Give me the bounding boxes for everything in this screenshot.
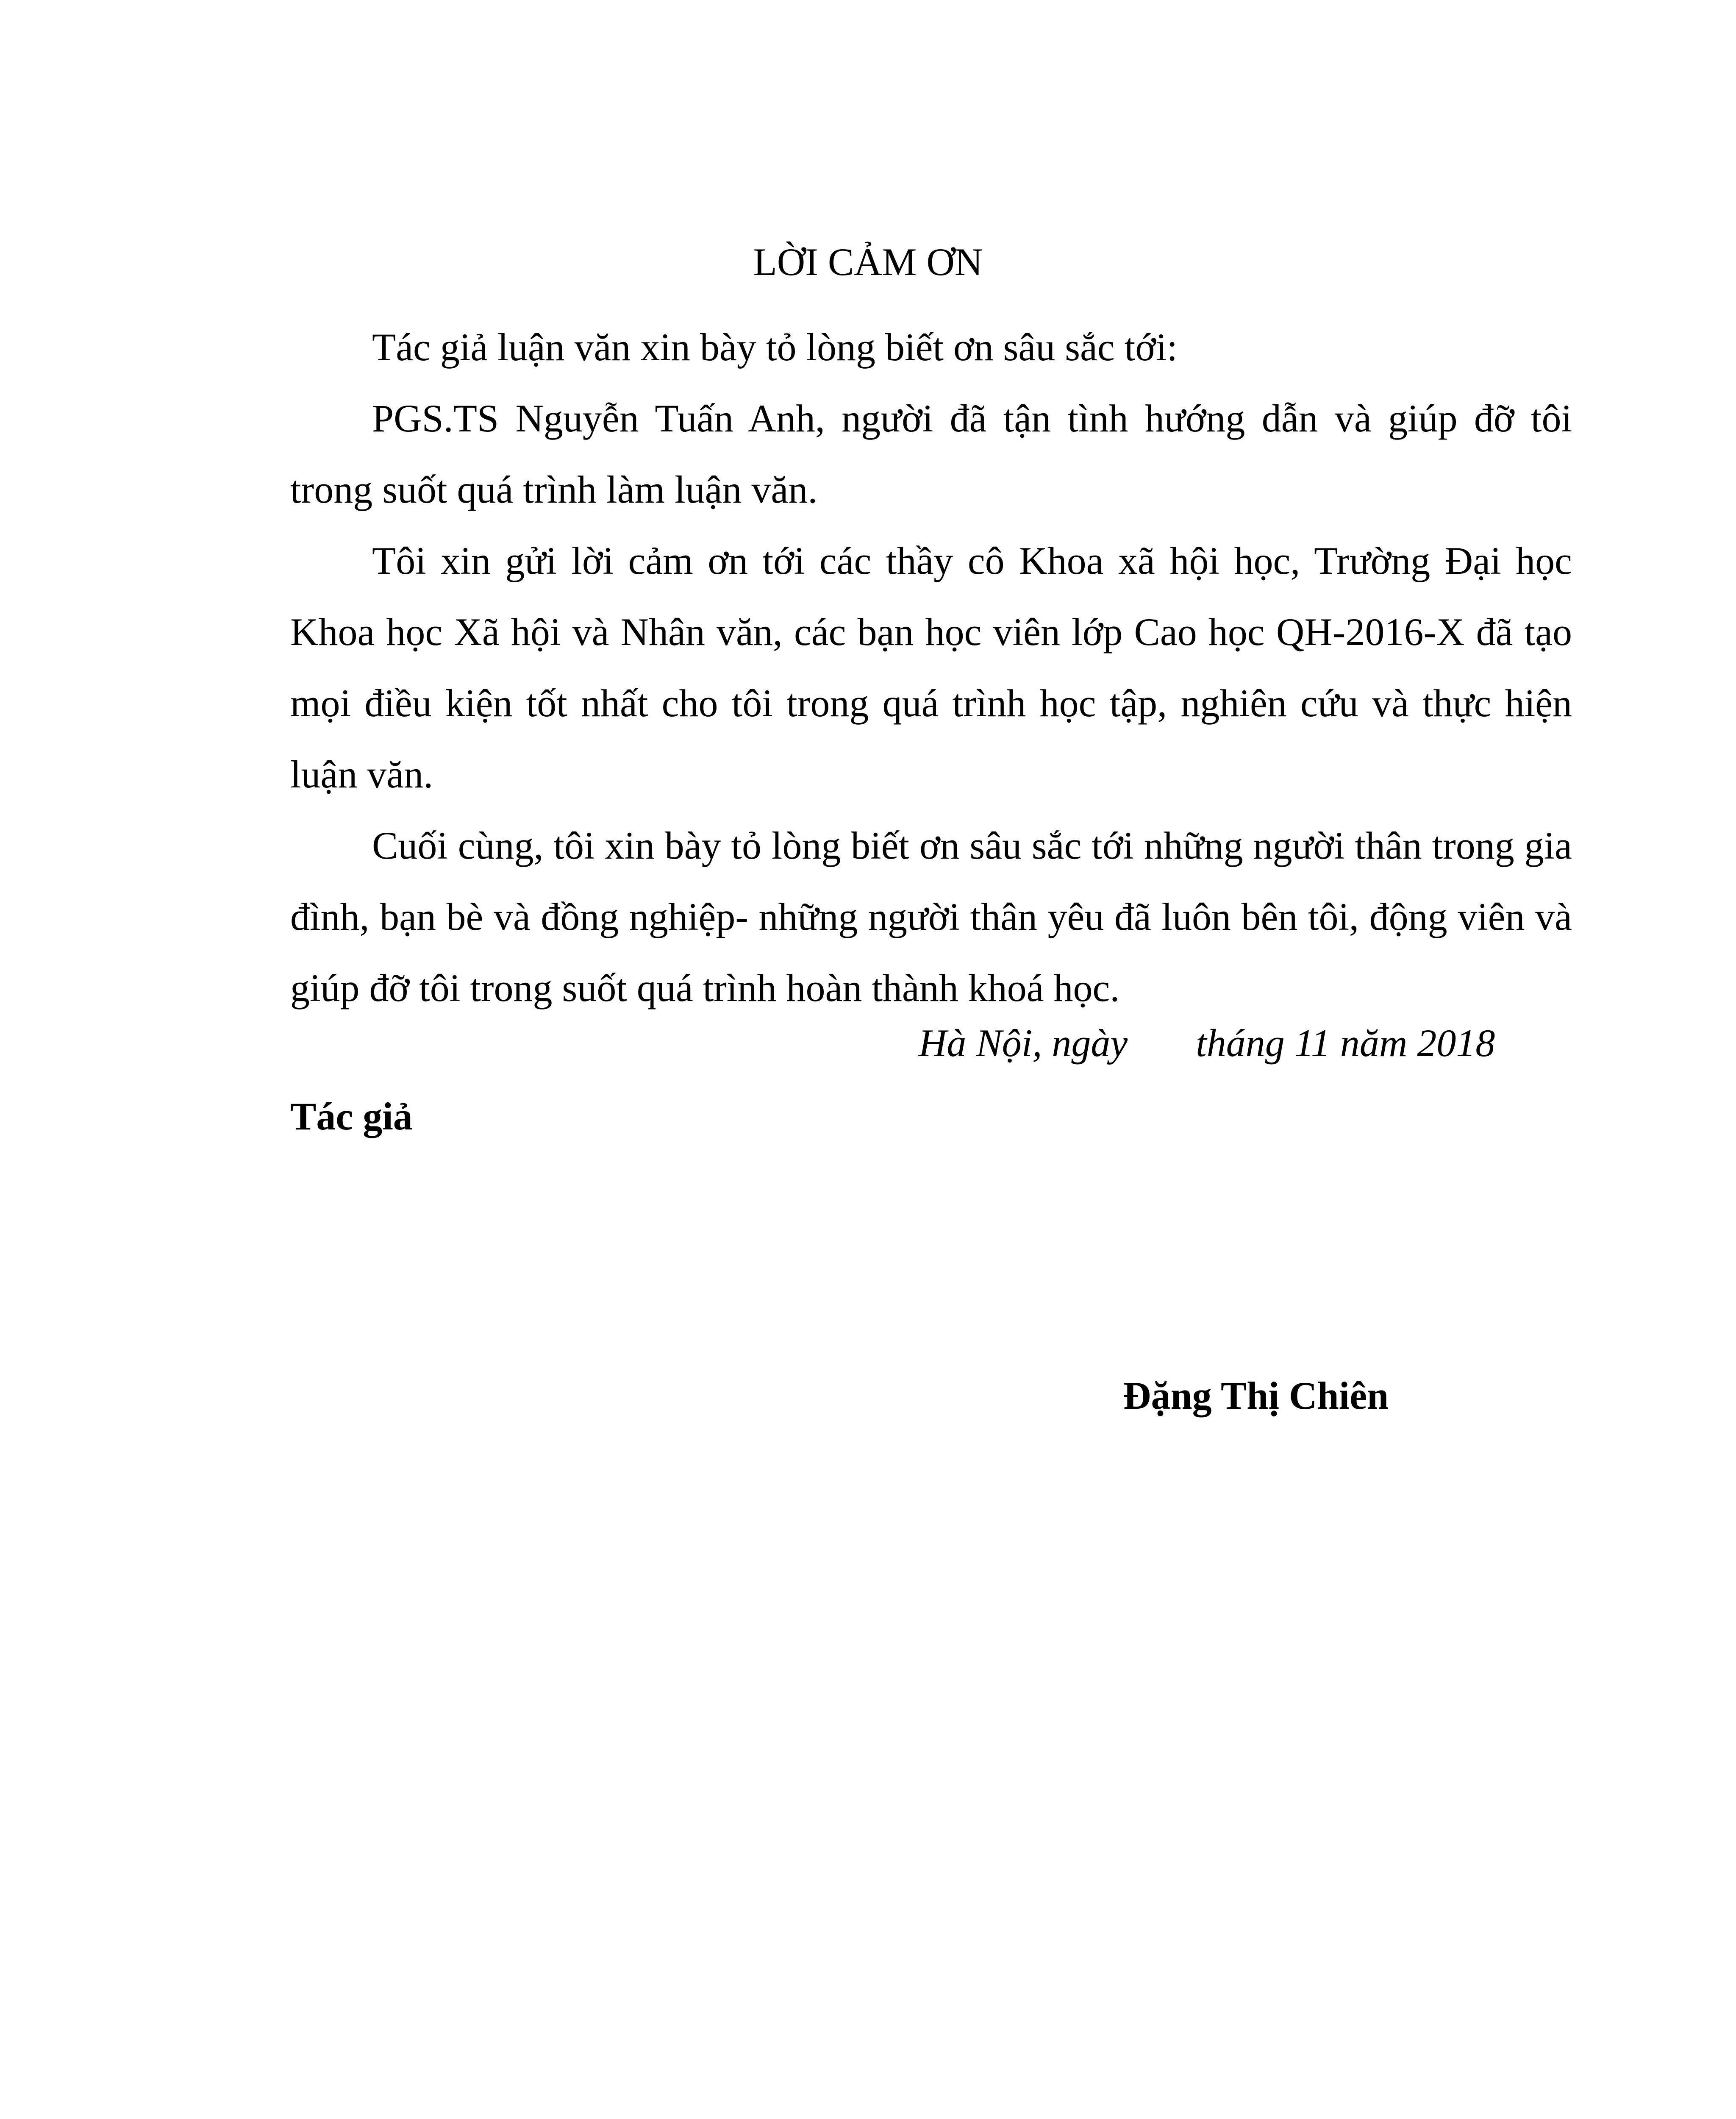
page-title: LỜI CẢM ƠN — [753, 240, 983, 284]
paragraph-faculty: Tôi xin gửi lời cảm ơn tới các thầy cô Khoa xã hội học, Trường Đại học Khoa học Xã hội và Nhân văn, các bạn học viên lớp Cao học QH-2016-X đã tạo mọi điều kiện tốt nhất cho tôi trong quá trình học tập, nghiên cứu và thực hiện luận văn. — [290, 539, 1572, 796]
paragraph-advisor: PGS.TS Nguyễn Tuấn Anh, người đã tận tình hướng dẫn và giúp đỡ tôi trong suốt quá trình làm luận văn. — [290, 397, 1572, 511]
paragraph-family: Cuối cùng, tôi xin bày tỏ lòng biết ơn sâu sắc tới những người thân trong gia đình, bạn bè và đồng nghiệp- những người thân yêu đã luôn bên tôi, động viên và giúp đỡ tôi trong suốt quá trình hoàn thành khoá học. — [290, 824, 1572, 1009]
date-line: Hà Nội, ngày tháng 11 năm 2018 — [919, 1021, 1495, 1065]
paragraph-intro: Tác giả luận văn xin bày tỏ lòng biết ơn sâu sắc tới: — [372, 325, 1178, 369]
acknowledgement-body — [290, 311, 1572, 1023]
author-name: Đặng Thị Chiên — [1123, 1374, 1389, 1417]
author-label: Tác giả — [290, 1095, 413, 1138]
